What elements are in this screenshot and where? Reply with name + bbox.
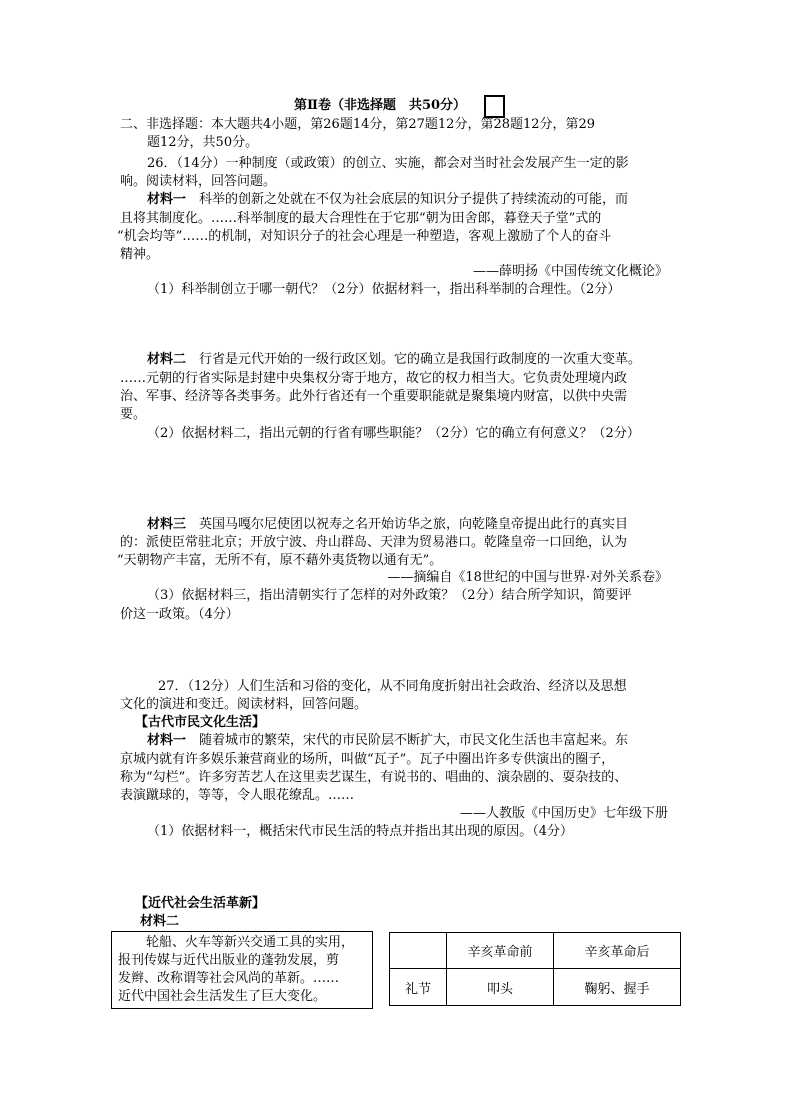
- table-cell: 鞠躬、握手: [554, 969, 681, 1006]
- table-cell: 叩头: [447, 969, 554, 1006]
- q26-q2: （2）依据材料二，指出元朝的行省有哪些职能？（2分）它的确立有何意义？（2分）: [147, 426, 640, 441]
- box-line-2: 报刊传媒与近代出版业的蓬勃发展，剪: [118, 953, 340, 968]
- q26-q1: （1）科举制创立于哪一朝代？（2分）依据材料一，指出科举制的合理性。（2分）: [147, 282, 621, 297]
- q27-stem-2: 文化的演进和变迁。阅读材料，回答问题。: [120, 697, 368, 712]
- q26-stem-2: 响。阅读材料，回答问题。: [120, 174, 277, 189]
- q27-m1-line-2: 京城内就有许多娱乐兼营商业的场所，叫做“瓦子”。瓦子中圈出许多专供演出的圈子，: [120, 752, 615, 767]
- table-header-cell: [390, 933, 447, 969]
- table-header-cell: 辛亥革命后: [554, 933, 681, 969]
- table-header-row: [390, 933, 681, 969]
- intro-line-2: 题12分，共50分。: [147, 135, 259, 150]
- q26-m2-label: 材料二: [147, 352, 187, 367]
- q26-m3-line-1: 材料三 英国马嘎尔尼使团以祝寿之名开始访华之旅，向乾隆皇帝提出此行的真实目: [147, 517, 629, 532]
- q27-m1-line-1: 材料一 随着城市的繁荣，宋代的市民阶层不断扩大，市民文化生活也丰富起来。东: [147, 733, 629, 748]
- q26-m2-line-4: 要。: [120, 407, 147, 422]
- q27-m1-line-4: 表演蹴球的，等等，令人眼花缭乱。……: [120, 788, 355, 803]
- q27-m1-label: 材料一: [147, 733, 187, 748]
- box-line-1: 轮船、火车等新兴交通工具的实用，: [146, 935, 355, 950]
- table-cell: 礼节: [390, 969, 447, 1006]
- q26-stem-1: 26．（14分）一种制度（或政策）的创立、实施，都会对当时社会发展产生一定的影: [147, 156, 629, 171]
- table-header-cell: 辛亥革命前: [447, 933, 554, 969]
- q27-m1-source: ——人教版《中国历史》七年级下册: [459, 806, 668, 821]
- q27-m1-line-3: 称为“勾栏”。许多穷苦艺人在这里卖艺谋生，有说书的、唱曲的、演杂剧的、耍杂技的、: [120, 770, 628, 785]
- box-line-4: 近代中国社会生活发生了巨大变化。: [118, 989, 327, 1004]
- q26-m2-line-2: ……元朝的行省实际是封建中央集权分寄于地方，故它的权力相当大。它负责处理境内政: [120, 371, 628, 386]
- q26-m3-line-3: “天朝物产丰富，无所不有，原不藉外夷货物以通有无”。: [117, 553, 443, 568]
- q26-m3-label: 材料三: [147, 517, 187, 532]
- q26-m1-source: ——薛明扬《中国传统文化概论》: [472, 264, 668, 279]
- intro-line-1: 二、非选择题：本大题共4小题，第26题14分，第27题12分，第28题12分，第29: [120, 117, 596, 132]
- q27-m2-label: 材料二: [140, 914, 180, 929]
- q26-m1-line-3: “机会均等”……的机制，对知识分子的社会心理是一种塑造，客观上激励了个人的奋斗: [117, 229, 612, 244]
- q27-q1: （1）依据材料一，概括宋代市民生活的特点并指出其出现的原因。（4分）: [147, 824, 574, 839]
- q26-m3-line-2: 的：派使臣常驻北京；开放宁波、舟山群岛、天津为贸易港口。乾隆皇帝一口回绝，认为: [120, 535, 628, 550]
- q27-m2-table: [389, 932, 681, 1006]
- q27-m2-text-box: [111, 931, 373, 1009]
- q26-m1-line-2: 且将其制度化。……科举制度的最大合理性在于它那“朝为田舍郎，暮登天子堂”式的: [120, 211, 602, 226]
- q26-m3-source: ——摘编自《18世纪的中国与世界·对外关系卷》: [387, 570, 668, 585]
- section-title: 第Ⅱ卷（非选择题 共50分）: [294, 98, 467, 113]
- q27-stem-1: 27．（12分）人们生活和习俗的变化，从不同角度折射出社会政治、经济以及思想: [158, 679, 627, 694]
- q26-m1-line-1: 材料一 科举的创新之处就在不仅为社会底层的知识分子提供了持续流动的可能，而: [147, 192, 629, 207]
- table-row: [390, 969, 681, 1006]
- q27-heading-modern: 【近代社会生活革新】: [135, 896, 266, 911]
- q26-q3-line-1: （3）依据材料三，指出清朝实行了怎样的对外政策？（2分）结合所学知识，简要评: [147, 588, 632, 603]
- q26-m1-line-4: 精神。: [120, 247, 160, 262]
- q26-m2-line-1: 材料二 行省是元代开始的一级行政区划。它的确立是我国行政制度的一次重大变革。: [147, 352, 642, 367]
- q26-q3-line-2: 价这一政策。（4分）: [120, 607, 239, 622]
- q27-heading-ancient: 【古代市民文化生活】: [135, 715, 266, 730]
- q26-m1-label: 材料一: [147, 192, 187, 207]
- box-line-3: 发辫、改称谓等社会风尚的革新。……: [118, 971, 340, 986]
- q26-m2-line-3: 治、军事、经济等各类事务。此外行省还有一个重要职能就是聚集境内财富，以供中央需: [120, 389, 628, 404]
